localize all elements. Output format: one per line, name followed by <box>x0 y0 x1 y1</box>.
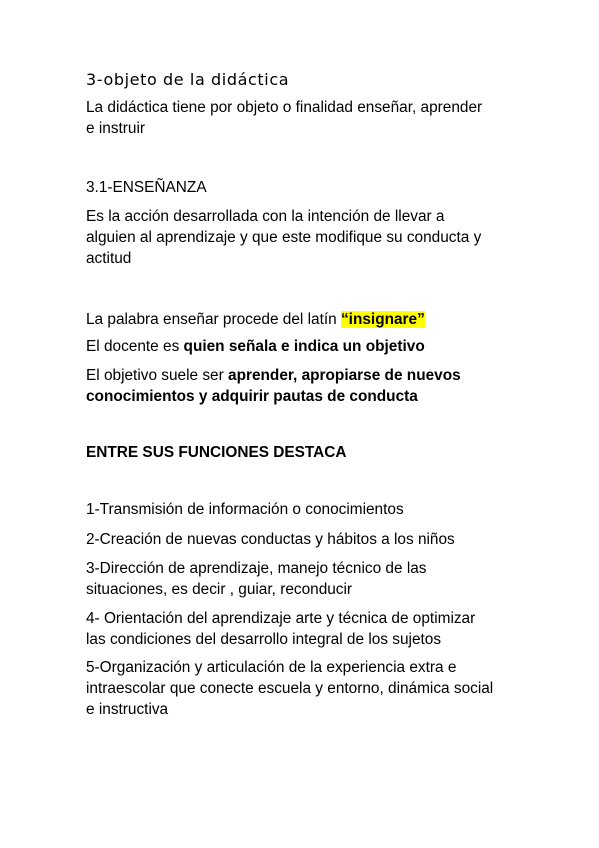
function-item-line: 3-Dirección de aprendizaje, manejo técnico de las <box>86 560 427 577</box>
function-item <box>86 499 526 520</box>
definition-paragraph <box>86 206 526 269</box>
teacher-paragraph <box>86 336 526 357</box>
origin-paragraph <box>86 309 526 330</box>
function-item-line: 1-Transmisión de información o conocimientos <box>86 501 404 518</box>
subsection-title: 3.1-ENSEÑANZA <box>86 179 207 196</box>
function-item <box>86 529 526 550</box>
objective-paragraph <box>86 365 526 407</box>
function-item-line: 4- Orientación del aprendizaje arte y técnica de optimizar <box>86 610 476 627</box>
function-item <box>86 608 526 650</box>
function-item-line: 5-Organización y articulación de la experiencia extra e <box>86 659 457 676</box>
definition-line-2: alguien al aprendizaje y que este modifique su conducta y <box>86 229 482 246</box>
origin-term-highlight: “insignare” <box>340 311 425 328</box>
definition-line-1: Es la acción desarrollada con la intención de llevar a <box>86 208 445 225</box>
function-item-line: e instructiva <box>86 701 169 718</box>
intro-line-1: La didáctica tiene por objeto o finalidad enseñar, aprender <box>86 99 483 116</box>
functions-heading: ENTRE SUS FUNCIONES DESTACA <box>86 444 347 461</box>
intro-line-2: e instruir <box>86 120 146 137</box>
objective-bold-line-1: aprender, apropiarse de nuevos <box>228 367 461 384</box>
section-title: 3-objeto de la didáctica <box>86 70 290 89</box>
objective-bold-line-2: conocimientos y adquirir pautas de conducta <box>86 388 418 405</box>
function-item-line: intraescolar que conecte escuela y entorno, dinámica social <box>86 680 494 697</box>
teacher-bold-text: quien señala e indica un objetivo <box>183 338 425 355</box>
function-item <box>86 558 526 600</box>
function-item-line: 2-Creación de nuevas conductas y hábitos a los niños <box>86 531 455 548</box>
definition-line-3: actitud <box>86 250 132 267</box>
function-item-line: situaciones, es decir , guiar, reconducir <box>86 581 353 598</box>
objective-prefix: El objetivo suele ser <box>86 367 229 384</box>
origin-prefix: La palabra enseñar procede del latín <box>86 311 341 328</box>
function-item <box>86 657 526 720</box>
function-item-line: las condiciones del desarrollo integral de los sujetos <box>86 631 442 648</box>
intro-paragraph <box>86 97 526 139</box>
teacher-prefix: El docente es <box>86 338 184 355</box>
